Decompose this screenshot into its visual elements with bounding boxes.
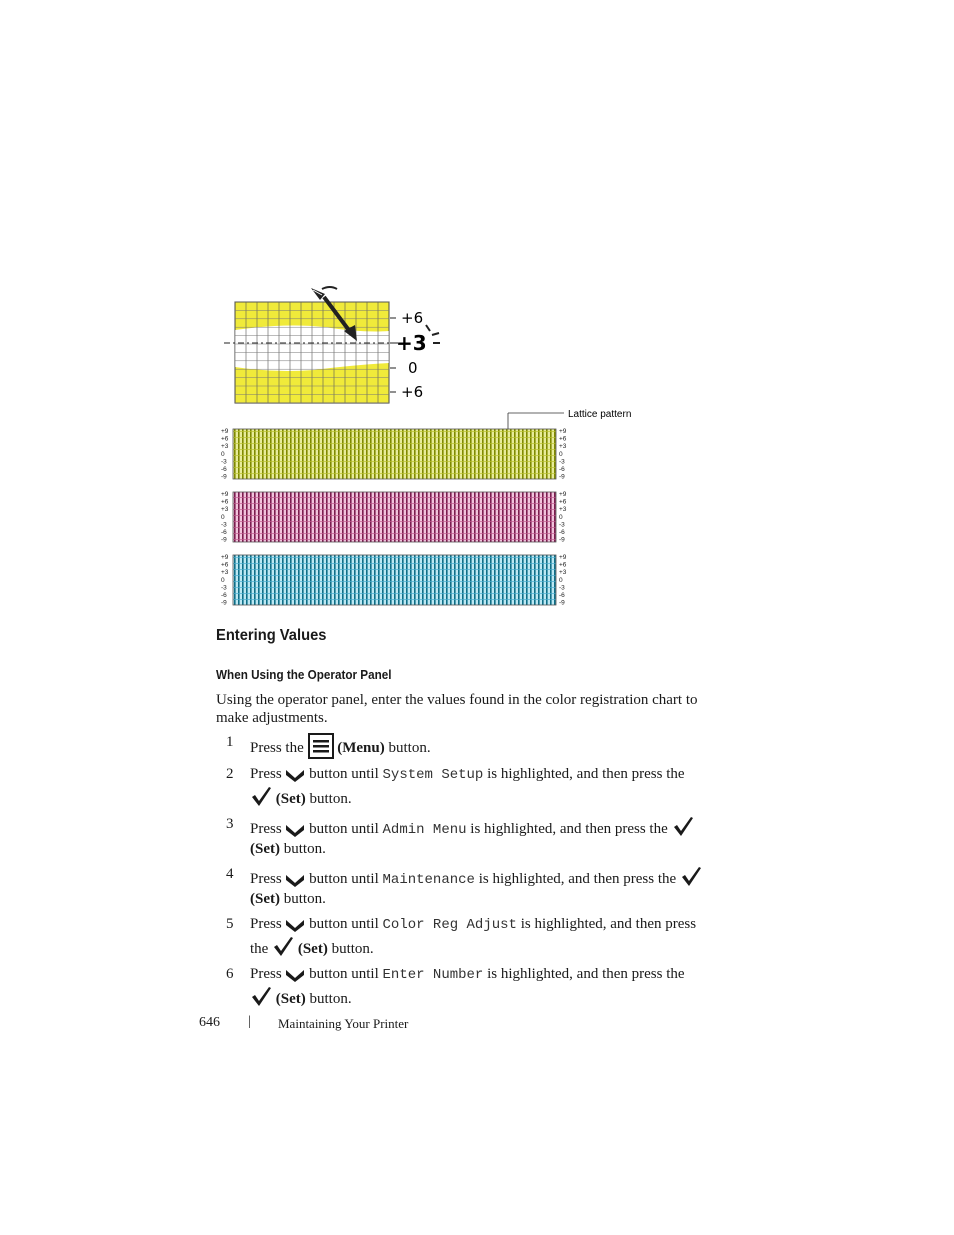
- strip-scale-label-right: +6: [559, 561, 567, 569]
- strip-scale-label-right: -3: [559, 521, 565, 529]
- step-1: 1 Press the (Menu) button.: [216, 733, 716, 759]
- strip-scale-label-right: -6: [559, 466, 565, 473]
- down-arrow-icon: [285, 966, 305, 982]
- strip-scale-label-right: -6: [559, 592, 565, 599]
- strip-scale-label-right: +6: [559, 435, 567, 443]
- section-title: Entering Values: [216, 627, 327, 644]
- page-number: 646: [199, 1015, 220, 1030]
- strip-scale-label-left: +6: [221, 435, 229, 443]
- strip-scale-label-right: -9: [559, 599, 565, 607]
- strip-scale-label-right: +3: [559, 443, 567, 451]
- strip-scale-label-left: -9: [221, 473, 227, 481]
- step-3: 3 Press button until Admin Menu is highlighted, and then press the (Set) button.: [216, 815, 716, 859]
- strip-scale-label-left: -6: [221, 592, 227, 599]
- strip-scale-label-left: +6: [221, 498, 229, 506]
- lattice-pattern-callout: Lattice pattern: [568, 409, 632, 420]
- check-icon: [672, 815, 694, 837]
- strip-scale-label-left: -3: [221, 521, 227, 529]
- strip-scale-label-left: +9: [221, 428, 229, 435]
- strip-scale-label-right: +3: [559, 569, 567, 577]
- strip-scale-label-right: -6: [559, 529, 565, 536]
- detail-scale-ticks: [390, 318, 396, 392]
- strip-scale-label-right: 0: [559, 450, 563, 458]
- strip-scale-label-right: -3: [559, 584, 565, 592]
- strip-scale-label-left: -6: [221, 529, 227, 536]
- strip-scale-label-left: 0: [221, 576, 225, 584]
- scale-label-top: +6: [401, 309, 424, 327]
- down-arrow-icon: [285, 766, 305, 782]
- strip-scale-label-right: +9: [559, 428, 567, 435]
- enlarged-lattice-detail: [224, 287, 409, 403]
- step-4: 4 Press button until Maintenance is highlighted, and then press the (Set) button.: [216, 865, 716, 909]
- scale-label-bottom: +6: [401, 383, 424, 401]
- check-icon: [250, 785, 272, 807]
- scale-label-selected: +3: [396, 331, 427, 355]
- strip-scale-label-left: -3: [221, 584, 227, 592]
- strip-scale-label-right: +6: [559, 498, 567, 506]
- cyan-lattice-strip: [233, 555, 556, 605]
- down-arrow-icon: [285, 821, 305, 837]
- strip-scale-label-right: -9: [559, 473, 565, 481]
- check-icon: [272, 935, 294, 957]
- down-arrow-icon: [285, 916, 305, 932]
- strip-scale-label-left: -6: [221, 466, 227, 473]
- strip-scale-label-right: 0: [559, 513, 563, 521]
- strip-scale-label-left: +3: [221, 506, 229, 514]
- strip-scale-label-right: -3: [559, 458, 565, 466]
- strip-scale-label-left: -9: [221, 599, 227, 607]
- strip-scale-label-right: +9: [559, 554, 567, 561]
- strip-scale-label-left: +9: [221, 491, 229, 498]
- strip-scale-label-right: 0: [559, 576, 563, 584]
- highlight-burst-icon: [426, 325, 440, 343]
- strip-scale-label-left: -9: [221, 536, 227, 544]
- menu-icon: [308, 733, 334, 759]
- footer-separator: |: [248, 1014, 251, 1029]
- check-icon: [680, 865, 702, 887]
- strip-scale-label-left: +3: [221, 443, 229, 451]
- check-icon: [250, 985, 272, 1007]
- strip-scale-label-left: +9: [221, 554, 229, 561]
- strip-scale-label-left: -3: [221, 458, 227, 466]
- footer-chapter-title: Maintaining Your Printer: [278, 1016, 409, 1031]
- steps-list: [216, 733, 716, 1009]
- scale-label-zero: 0: [408, 359, 418, 377]
- down-arrow-icon: [285, 871, 305, 887]
- strip-scale-label-right: +3: [559, 506, 567, 514]
- step-5: 5 Press button until Color Reg Adjust is highlighted, and then press the (Set) button.: [226, 916, 697, 957]
- magenta-lattice-strip: [233, 492, 556, 542]
- yellow-lattice-strip: [233, 429, 556, 479]
- step-2: 2 Press button until System Setup is highlighted, and then press the (Set) button.: [226, 766, 685, 807]
- strip-scale-label-right: -9: [559, 536, 565, 544]
- strip-scale-label-left: +6: [221, 561, 229, 569]
- step-6: 6 Press button until Enter Number is highlighted, and then press the (Set) button.: [226, 966, 685, 1007]
- intro-paragraph: Using the operator panel, enter the values found in the color registration chart to make adjustments.: [216, 692, 698, 726]
- strip-scale-label-left: 0: [221, 513, 225, 521]
- color-registration-chart-figure: [214, 275, 644, 610]
- subsection-title: When Using the Operator Panel: [216, 667, 392, 682]
- strip-scale-label-left: 0: [221, 450, 225, 458]
- strip-scale-label-right: +9: [559, 491, 567, 498]
- strip-scale-label-left: +3: [221, 569, 229, 577]
